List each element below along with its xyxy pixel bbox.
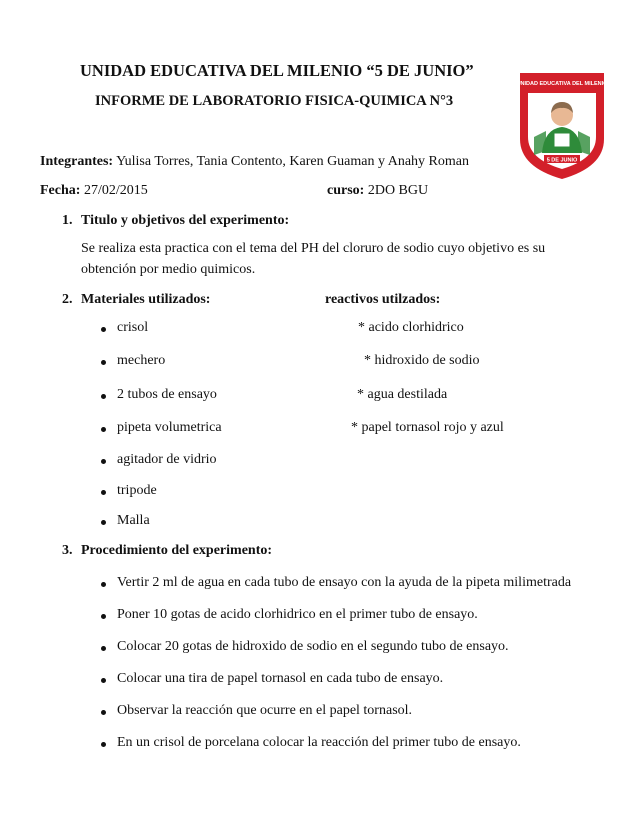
bullet-dot	[101, 582, 106, 587]
curso-value: 2DO BGU	[367, 183, 429, 198]
fecha-label: Fecha:	[40, 183, 81, 198]
fecha-line	[40, 183, 148, 199]
reactive-item: * papel tornasol rojo y azul	[351, 420, 504, 435]
section2-heading-right: reactivos utilzados:	[325, 292, 441, 307]
bullet-dot	[101, 520, 106, 525]
procedure-step: Vertir 2 ml de agua en cada tubo de ensayo con la ayuda de la pipeta milimetrada	[117, 575, 572, 590]
material-item: mechero	[117, 353, 166, 368]
procedure-step: Colocar 20 gotas de hidroxido de sodio en el segundo tubo de ensayo.	[117, 639, 509, 654]
reactive-item: * agua destilada	[357, 387, 448, 402]
school-logo	[516, 71, 608, 181]
material-item: Malla	[117, 513, 150, 528]
section1-heading: Titulo y objetivos del experimento:	[81, 213, 290, 228]
bullet-dot	[101, 459, 106, 464]
section1-text-line2: obtención por medio quimicos.	[81, 262, 256, 277]
material-item: 2 tubos de ensayo	[117, 387, 217, 402]
procedure-step: Colocar una tira de papel tornasol en cada tubo de ensayo.	[117, 671, 444, 686]
fecha-value: 27/02/2015	[83, 183, 148, 198]
section1-number: 1.	[62, 213, 73, 228]
logo-book	[554, 133, 570, 147]
reactive-item: * acido clorhidrico	[358, 320, 464, 335]
material-item: tripode	[117, 483, 157, 498]
procedure-step: En un crisol de porcelana colocar la reacción del primer tubo de ensayo.	[117, 735, 521, 750]
integrantes-value: Yulisa Torres, Tania Contento, Karen Guaman y Anahy Roman	[116, 154, 469, 169]
bullet-dot	[101, 646, 106, 651]
procedure-step: Poner 10 gotas de acido clorhidrico en el primer tubo de ensayo.	[117, 607, 478, 622]
section3-heading: Procedimiento del experimento:	[81, 543, 273, 558]
section2-number: 2.	[62, 292, 73, 307]
bullet-dot	[101, 614, 106, 619]
section1-text-line1: Se realiza esta practica con el tema del PH del cloruro de sodio cuyo objetivo es su	[81, 241, 546, 256]
procedure-step: Observar la reacción que ocurre en el papel tornasol.	[117, 703, 413, 718]
bullet-dot	[101, 394, 106, 399]
material-item: crisol	[117, 320, 149, 335]
bullet-dot	[101, 360, 106, 365]
section3-number: 3.	[62, 543, 73, 558]
bullet-dot	[101, 490, 106, 495]
bullet-dot	[101, 742, 106, 747]
material-item: agitador de vidrio	[117, 452, 217, 467]
reactive-item: * hidroxido de sodio	[364, 353, 480, 368]
section2-heading: Materiales utilizados:	[81, 292, 211, 307]
material-item: pipeta volumetrica	[117, 420, 222, 435]
bullet-dot	[101, 327, 106, 332]
integrantes-line	[40, 154, 469, 170]
curso-line	[327, 183, 428, 199]
integrantes-label: Integrantes:	[40, 154, 114, 169]
logo-text-top: UNIDAD EDUCATIVA DEL MILENIO	[516, 81, 608, 87]
school-title: UNIDAD EDUCATIVA DEL MILENIO “5 DE JUNIO”	[80, 61, 474, 80]
bullet-dot	[101, 427, 106, 432]
report-title: INFORME DE LABORATORIO FISICA-QUIMICA N°3	[95, 93, 454, 109]
logo-text-bottom: 5 DE JUNIO	[546, 157, 578, 164]
curso-label: curso:	[327, 183, 365, 198]
bullet-dot	[101, 678, 106, 683]
bullet-dot	[101, 710, 106, 715]
